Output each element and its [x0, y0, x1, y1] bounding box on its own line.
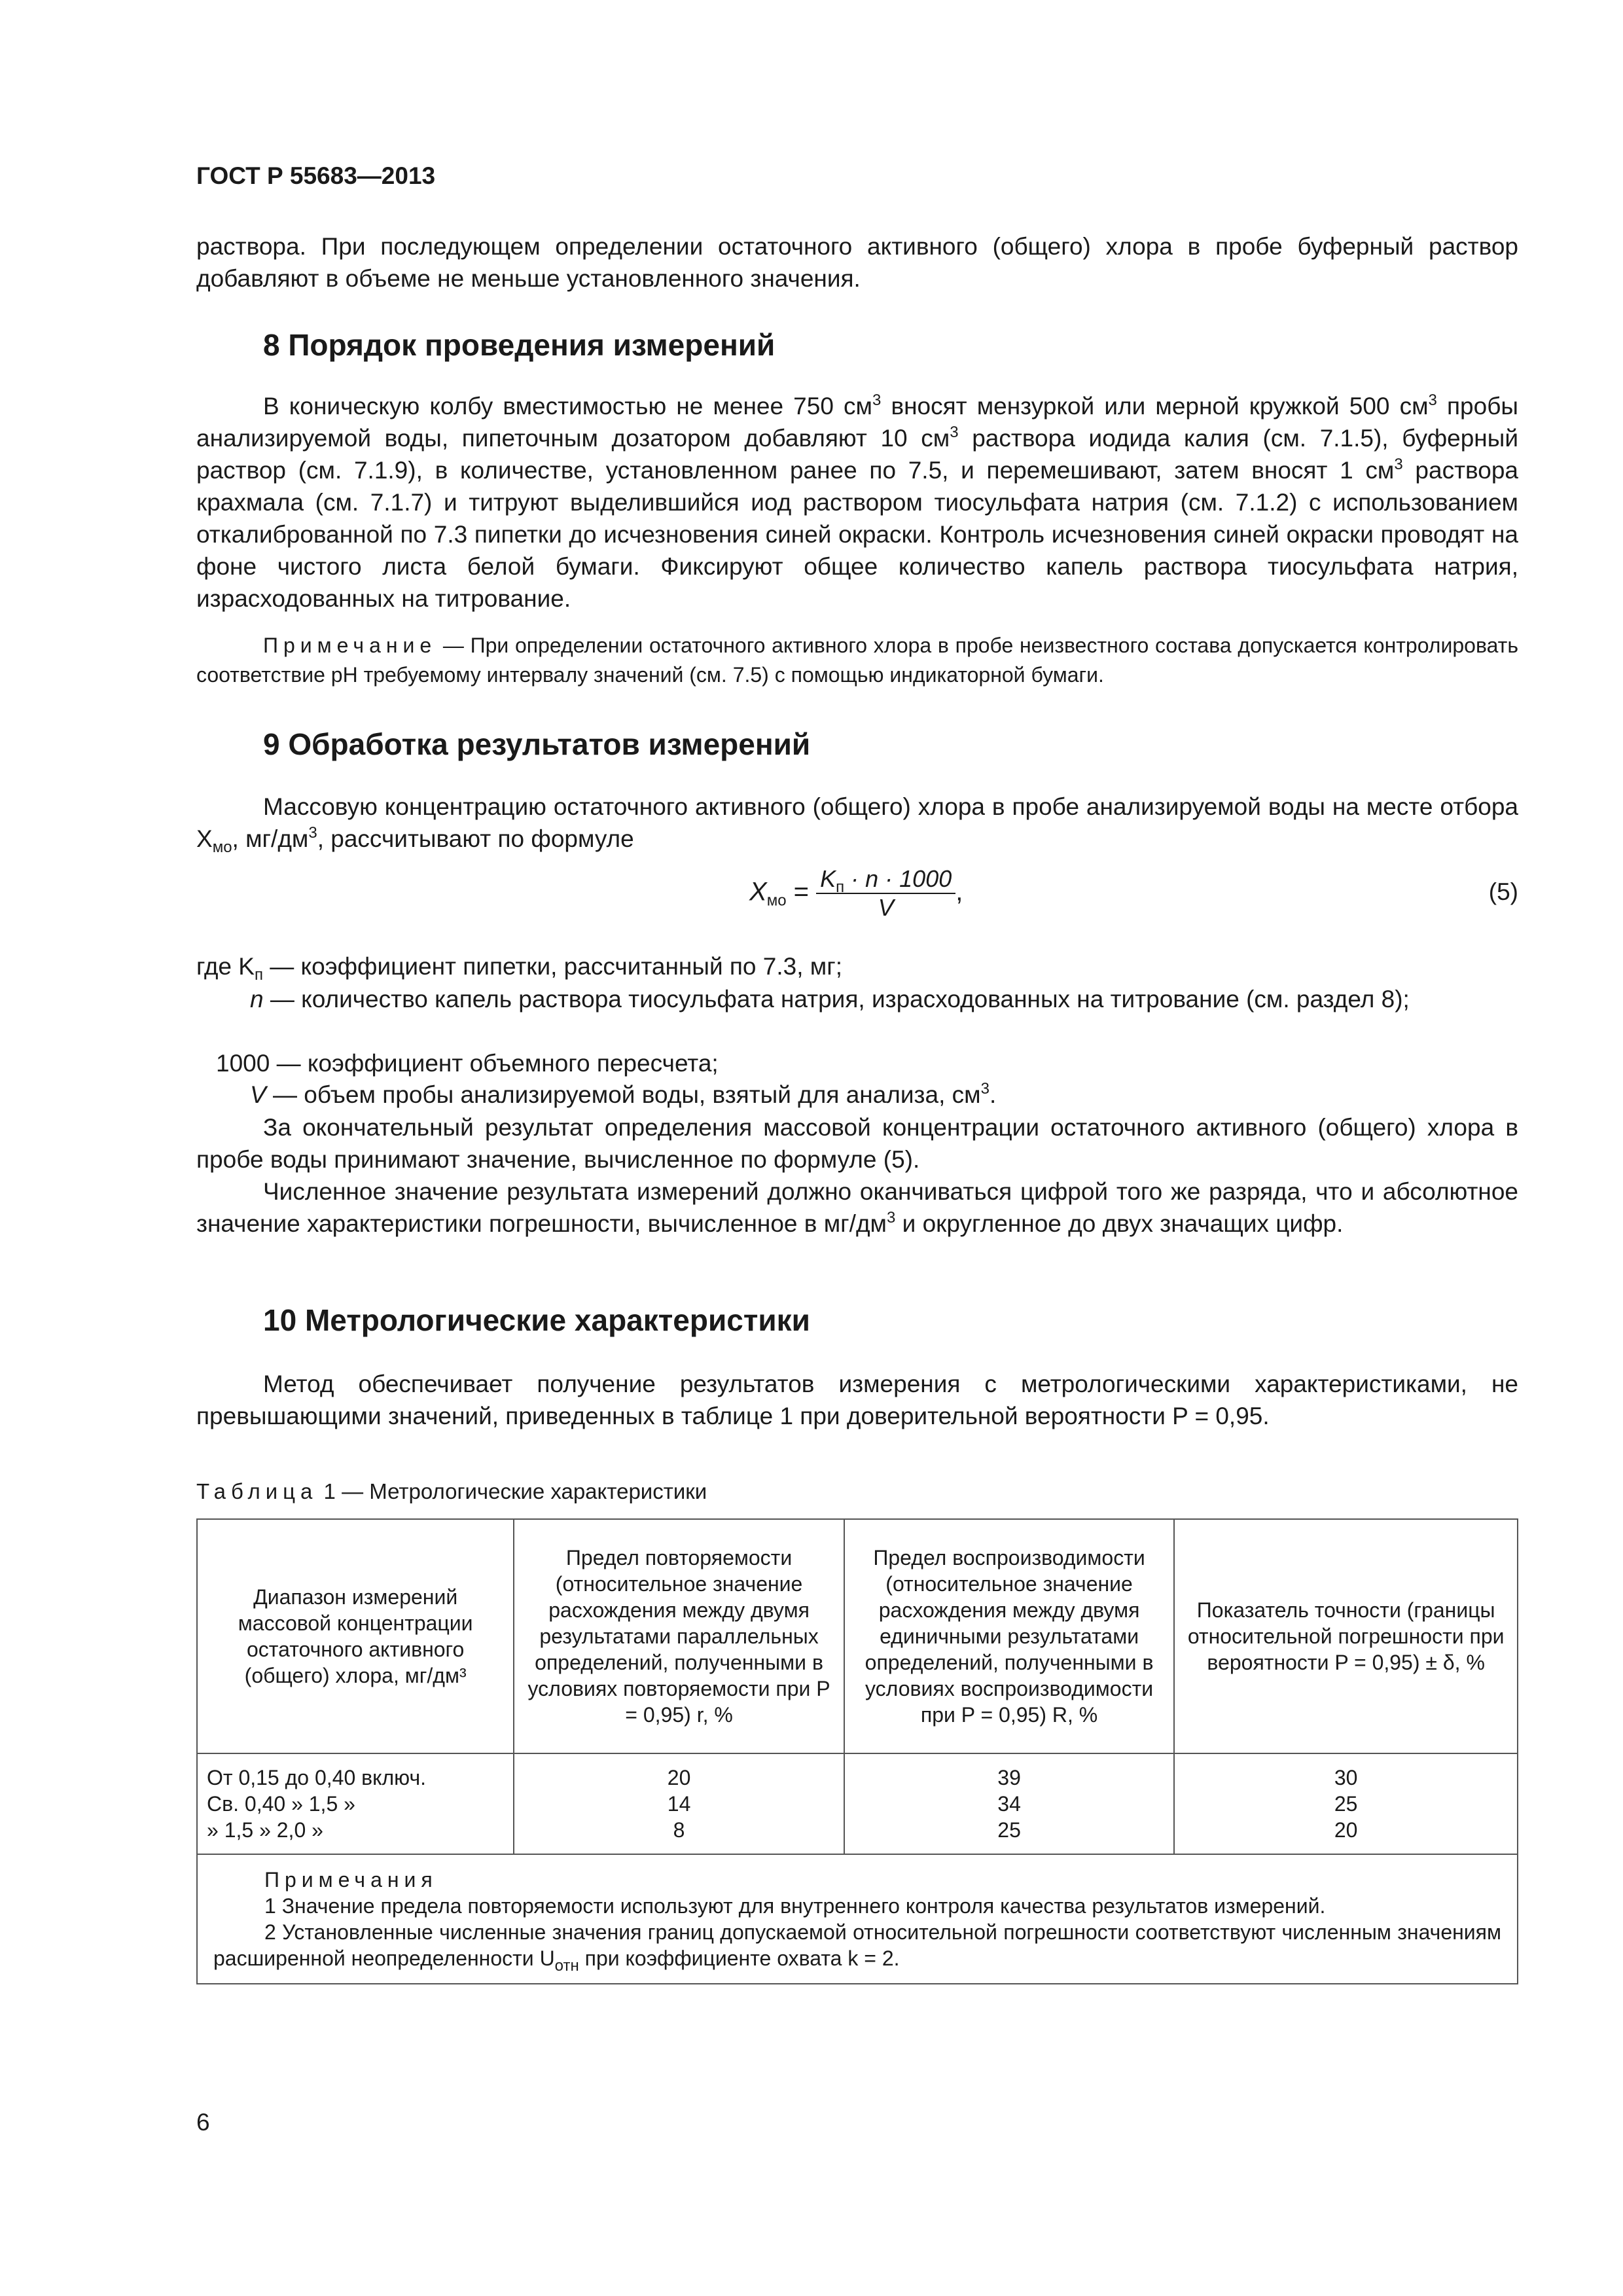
intro-paragraph: раствора. При последующем определении остаточного активного (общего) хлора в пробе буферный раствор добавляют в объеме не меньше установленного значения.	[196, 233, 1518, 292]
formula-5: $X_{мо}$ = $\frac{K_п \cdot n \cdot 1000}{V}$ ,	[749, 865, 963, 921]
standard-designation: ГОСТ Р 55683—2013	[196, 162, 436, 189]
section-9-paragraph-3: Численное значение результата измерений должно оканчиваться цифрой того же разряда, что и абсолютное значение характеристики погрешности, вычисленное в $мг/дм^3$ и округленное до двух значащих цифр.	[196, 1178, 1518, 1237]
metrology-table	[196, 1518, 1518, 1984]
section-9-title: 9 Обработка результатов измерений	[263, 727, 811, 761]
page-number: 6	[196, 2109, 210, 2136]
section-8-paragraph: В коническую колбу вместимостью не менее 750 $см^3$ вносят мензуркой или мерной кружкой 500 $см^3$ пробы анализируемой воды, пипеточным дозатором добавляют 10 $см^3$ раствора иодида калия (см. 7.1.5), буферный раствор (см. 7.1.9), в количестве, установленном ранее по 7.5, и перемешивают, затем вносят 1 $см^3$ раствора крахмала (см. 7.1.7) и титруют выделившийся иод раствором тиосульфата натрия (см. 7.1.2) с использованием откалиброванной по 7.3 пипетки до исчезновения синей окраски. Контроль исчезновения синей окраски проводят на фоне чистого листа белой бумаги. Фиксируют общее количество капель раствора тиосульфата натрия, израсходованных на титрование.	[196, 391, 1519, 612]
section-9-paragraph-2: За окончательный результат определения массовой концентрации остаточного активного (общего) хлора в пробе воды принимают значение, вычисленное по формуле (5).	[196, 1114, 1518, 1173]
table-notes-row	[197, 1854, 1518, 1984]
where-1000: 1000 — коэффициент объемного пересчета;	[216, 1050, 719, 1077]
table-caption: Таблица 1 — Метрологические характеристики	[196, 1479, 707, 1503]
formula-fraction: $\frac{K_п \cdot n \cdot 1000}{V}$	[816, 865, 955, 922]
R-cell: 39 34 25	[844, 1753, 1175, 1854]
document-page	[196, 0, 1518, 2296]
where-kp: где $K_п$ — коэффициент пипетки, рассчитанный по 7.3, мг;	[196, 953, 842, 984]
header-accuracy: Показатель точности (границы относительной погрешности при вероятности P = 0,95) ± δ, %	[1174, 1519, 1518, 1753]
range-cell: От 0,15 до 0,40 включ. Св. 0,40 » 1,5 » » 1,5 » 2,0 »	[197, 1753, 514, 1854]
delta-cell: 30 25 20	[1174, 1753, 1518, 1854]
section-9-intro: Массовую концентрацию остаточного активного (общего) хлора в пробе анализируемой воды на месте отбора $X_{мо}$, $мг/дм^3$, рассчитывают по формуле	[196, 793, 1518, 856]
table-header-row	[197, 1519, 1518, 1753]
where-v: V — объем пробы анализируемой воды, взятый для анализа, $см^3$.	[250, 1080, 997, 1108]
notes-title: Примечания	[264, 1868, 438, 1892]
section-10-title: 10 Метрологические характеристики	[263, 1303, 810, 1337]
section-8-note: Примечание — При определении остаточного активного хлора в пробе неизвестного состава допускается контролировать соответствие рН требуемому интервалу значений (см. 7.5) с помощью индикаторной бумаги.	[196, 634, 1518, 687]
section-8-title: 8 Порядок проведения измерений	[263, 328, 776, 362]
note-1: 1 Значение предела повторяемости используют для внутреннего контроля качества результатов измерений.	[264, 1894, 1326, 1918]
header-reproducibility: Предел воспроизводимости (относительное значение расхождения между двумя единичными результатами определений, полученными в условиях воспроизводимости при P = 0,95) R, %	[844, 1519, 1175, 1753]
section-10-paragraph: Метод обеспечивает получение результатов измерения с метрологическими характеристиками, не превышающими значений, приведенных в таблице 1 при доверительной вероятности P = 0,95.	[196, 1371, 1518, 1429]
where-n: n — количество капель раствора тиосульфата натрия, израсходованных на титрование (см. раздел 8);	[250, 986, 1410, 1013]
note-2: 2 Установленные численные значения границ допускаемой относительной погрешности соответствуют численным значениям расширенной неопределенности $U_{отн}$ при коэффициенте охвата k = 2.	[213, 1920, 1501, 1975]
header-repeatability: Предел повторяемости (относительное значение расхождения между двумя результатами параллельных определений, полученными в условиях повторяемости при P = 0,95) r, %	[514, 1519, 844, 1753]
table-notes	[197, 1854, 1518, 1984]
r-cell: 20 14 8	[514, 1753, 844, 1854]
table-data-row	[197, 1753, 1518, 1854]
equation-number: (5)	[1488, 878, 1518, 905]
note-label: Примечание	[263, 634, 437, 657]
header-range: Диапазон измерений массовой концентрации остаточного активного (общего) хлора, мг/дм³	[197, 1519, 514, 1753]
